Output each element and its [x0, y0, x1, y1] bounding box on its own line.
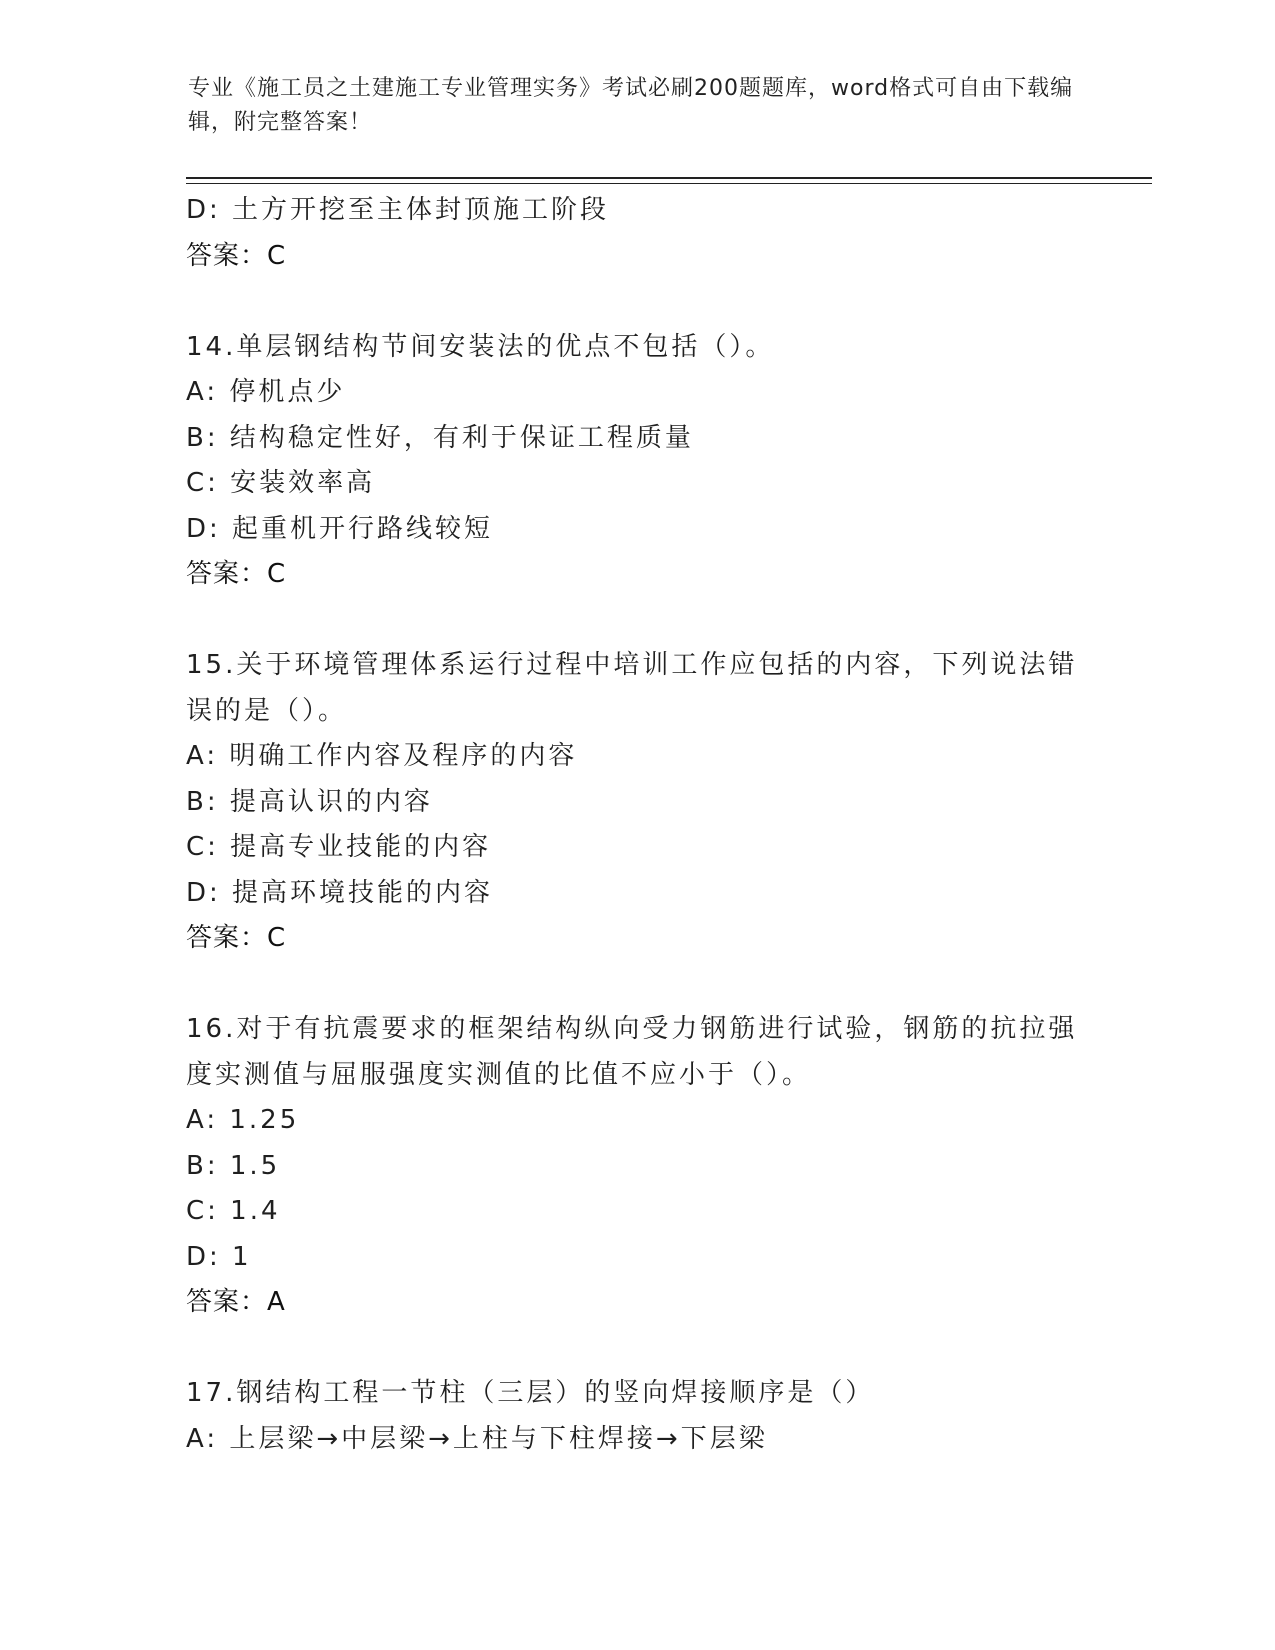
question-13-tail — [186, 188, 1086, 279]
option-a: A: 明确工作内容及程序的内容 — [186, 741, 578, 771]
spacer — [186, 598, 1086, 644]
answer: 答案：A — [186, 1287, 286, 1317]
question-15 — [186, 643, 1086, 962]
document-header: 专业《施工员之土建施工专业管理实务》考试必刷200题题库，word格式可自由下载编辑，附完整答案！ — [188, 76, 1074, 135]
answer: 答案：C — [186, 559, 287, 589]
spacer — [186, 1326, 1086, 1372]
question-list — [186, 188, 1086, 1462]
option-c: C: 1.4 — [186, 1196, 281, 1226]
option-b: B: 结构稳定性好，有利于保证工程质量 — [186, 422, 694, 453]
option-b: B: 提高认识的内容 — [186, 786, 433, 817]
header-rule-top — [186, 177, 1152, 179]
question-text: 14.单层钢结构节间安装法的优点不包括（）。 — [186, 331, 775, 362]
option-d: D: 土方开挖至主体封顶施工阶段 — [186, 195, 610, 225]
question-text-line-1: 15.关于环境管理体系运行过程中培训工作应包括的内容，下列说法错 — [186, 650, 1078, 680]
spacer — [186, 279, 1086, 325]
option-b: B: 1.5 — [186, 1150, 281, 1181]
header-rule-bottom — [186, 183, 1152, 184]
question-17 — [186, 1371, 1086, 1462]
question-text-line-2: 误的是（）。 — [186, 695, 348, 726]
spacer — [186, 962, 1086, 1008]
option-a: A: 上层梁→中层梁→上柱与下柱焊接→下层梁 — [186, 1423, 768, 1454]
question-text: 17.钢结构工程一节柱（三层）的竖向焊接顺序是（） — [186, 1378, 875, 1408]
option-d: D: 起重机开行路线较短 — [186, 513, 494, 544]
option-d: D: 提高环境技能的内容 — [186, 877, 494, 908]
question-14 — [186, 325, 1086, 598]
question-text-line-2: 度实测值与屈服强度实测值的比值不应小于（）。 — [186, 1059, 812, 1090]
question-16 — [186, 1007, 1086, 1326]
option-c: C: 提高专业技能的内容 — [186, 832, 492, 862]
option-d: D: 1 — [186, 1241, 252, 1272]
option-a: A: 停机点少 — [186, 377, 346, 407]
answer: 答案：C — [186, 923, 287, 953]
question-text-line-1: 16.对于有抗震要求的框架结构纵向受力钢筋进行试验，钢筋的抗拉强 — [186, 1014, 1078, 1044]
option-c: C: 安装效率高 — [186, 468, 376, 498]
option-a: A: 1.25 — [186, 1105, 300, 1135]
answer: 答案：C — [186, 240, 287, 271]
